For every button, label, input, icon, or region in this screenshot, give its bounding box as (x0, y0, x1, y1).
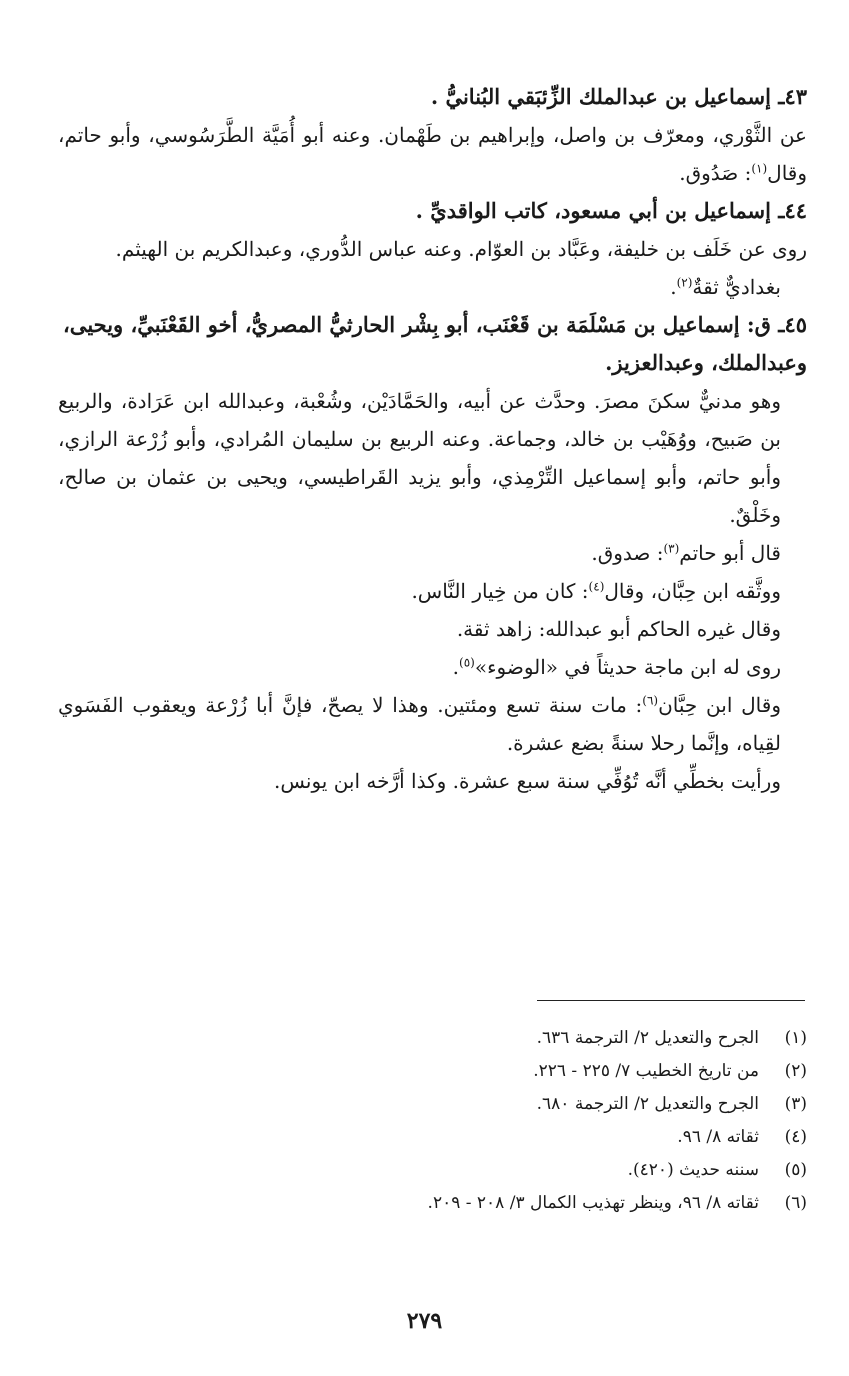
footnote-reference[interactable]: (١) (751, 161, 768, 176)
footnote-text: ثقاته ٨/ ٩٦. (677, 1127, 759, 1147)
entry-paragraph (58, 572, 807, 610)
entry-paragraph (58, 686, 807, 762)
text-run: روى عن خَلَف بن خليفة، وعَبَّاد بن العوّام. وعنه عباس الدُّوري، وعبدالكريم بن الهيثم. (115, 237, 807, 261)
text-run: ووثَّقه ابن حِبَّان، وقال (604, 579, 781, 603)
entry-paragraph (58, 382, 807, 534)
biography-entry (58, 78, 807, 192)
footnote-divider (537, 1000, 805, 1001)
biography-entry (58, 306, 807, 800)
footnote-number: (٥) (784, 1160, 807, 1180)
text-run: وهو مدنيٌّ سكنَ مصرَ. وحدَّث عن أبيه، والحَمَّادَيْن، وشُعْبة، وعبدالله ابن عَرَادة، والربيع بن صَبيح، ووُهَيْب بن خالد، وجماعة. وعنه الربيع بن سليمان المُرادي، وأبو زُرْعة الرازي، وأبو حاتم، وأبو إسماعيل التِّرْمِذي، وأبو يزيد القَراطيسي، ويحيى بن عثمان بن صالح، وخَلْقٌ. (58, 389, 781, 527)
footnote-text: ثقاته ٨/ ٩٦، وينظر تهذيب الكمال ٣/ ٢٠٨ - ٢٠٩. (427, 1193, 759, 1213)
footnote-reference[interactable]: (٥) (459, 655, 475, 670)
entry-title: ٤٤ـ إسماعيل بن أبي مسعود، كاتب الواقديِّ . (415, 198, 807, 223)
text-run: بغداديٌّ ثقةٌ (692, 275, 781, 299)
text-run: . (452, 655, 460, 679)
footnote (58, 1121, 807, 1154)
text-run: : كان من خِيار النَّاس. (411, 579, 589, 603)
text-run: وقال ابن حِبَّان (658, 693, 781, 717)
footnote (58, 1088, 807, 1121)
footnote-reference[interactable]: (٢) (676, 275, 693, 290)
text-run: قال أبو حاتم (679, 541, 781, 565)
page-number: ٢٧٩ (406, 1308, 443, 1334)
footnote-text: سننه حديث (٤٢٠). (627, 1160, 759, 1180)
text-run: عن الثَّوْري، ومعرّف بن واصل، وإبراهيم بن طَهْمان. وعنه أبو أُمَيَّة الطَّرَسُوسي، وأبو حاتم، وقال (58, 123, 807, 185)
text-run: ورأيت بخطِّي أنَّه تُوُفِّي سنة سبع عشرة. وكذا أرَّخه ابن يونس. (274, 769, 781, 793)
biography-entry (58, 192, 807, 306)
entry-title: ٤٥ـ ق: إسماعيل بن مَسْلَمَة بن قَعْنَب، أبو بِشْر الحارثيُّ المصريُّ، أخو القَعْنَبيِّ، ويحيى، وعبدالملك، وعبدالعزيز. (63, 312, 807, 375)
footnote-reference[interactable]: (٤) (588, 579, 605, 594)
entry-title: ٤٣ـ إسماعيل بن عبدالملك الزِّئبَقي البُنانيُّ . (430, 84, 807, 109)
entry-paragraph (58, 534, 807, 572)
entry-paragraph (58, 648, 807, 686)
footnote-number: (٤) (784, 1127, 807, 1147)
footnote (58, 1187, 807, 1220)
text-run: . (670, 275, 677, 299)
text-run: : صدوق. (591, 541, 664, 565)
footnote-reference[interactable]: (٦) (642, 693, 659, 708)
text-run: : صَدُوق. (679, 161, 752, 185)
footnote-text: الجرح والتعديل ٢/ الترجمة ٦٨٠. (536, 1094, 759, 1114)
main-text (58, 78, 807, 800)
footnote-text: من تاريخ الخطيب ٧/ ٢٢٥ - ٢٢٦. (533, 1061, 759, 1081)
text-run: وقال غيره الحاكم أبو عبدالله: زاهد ثقة. (456, 617, 781, 641)
footnote-number: (١) (784, 1028, 807, 1048)
footnote-number: (٦) (784, 1193, 807, 1213)
entry-paragraph (58, 762, 807, 800)
footnote-text: الجرح والتعديل ٢/ الترجمة ٦٣٦. (536, 1028, 759, 1048)
footnote-number: (٢) (784, 1061, 807, 1081)
entry-paragraph (58, 610, 807, 648)
footnote-number: (٣) (784, 1094, 807, 1114)
footnote (58, 1154, 807, 1187)
entry-paragraph (58, 116, 807, 192)
text-run: روى له ابن ماجة حديثاً في «الوضوء» (474, 655, 781, 679)
entry-paragraph (58, 268, 807, 306)
footnote (58, 1055, 807, 1088)
footnotes (58, 1022, 807, 1220)
footnote (58, 1022, 807, 1055)
entry-paragraph (58, 230, 807, 268)
text-run: : مات سنة تسع ومئتين. وهذا لا يصحّ، فإنَّ أبا زُرْعة ويعقوب الفَسَوي لقِياه، وإنَّما رحلا سنةً بضع عشرة. (58, 693, 781, 755)
footnote-reference[interactable]: (٣) (663, 541, 680, 556)
